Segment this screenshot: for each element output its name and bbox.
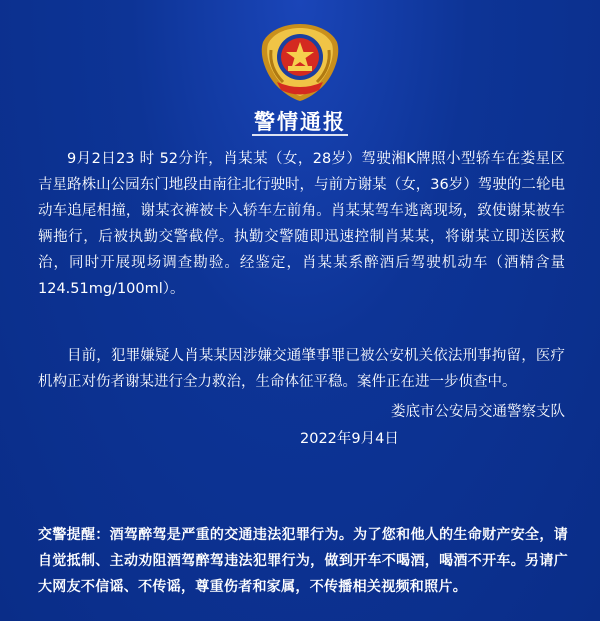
report-paragraph-incident: 9月2日23 时 52分许，肖某某（女，28岁）驾驶湘K牌照小型轿车在娄星区吉星路株山公园东门地段由南往北行驶时，与前方谢某（女，36岁）驾驶的二轮电动车追尾相撞，谢某衣裤被卡入轿车左前角。肖某某驾车逃离现场，致使谢某被车辆拖行，后被执勤交警截停。执勤交警随即迅速控制肖某某，将谢某立即送医救治，同时开展现场调查勘验。经鉴定，肖某某系醉酒后驾驶机动车（酒精含量124.51mg/100ml）。 [38, 151, 565, 297]
title-divider [252, 134, 348, 136]
report-paragraph-status: 目前，犯罪嫌疑人肖某某因涉嫌交通肇事罪已被公安机关依法刑事拘留，医疗机构正对伤者谢某进行全力救治，生命体征平稳。案件正在进一步侦查中。 [38, 348, 565, 390]
issuer-signature: 娄底市公安局交通警察支队 [391, 404, 565, 420]
issue-date: 2022年9月4日 [300, 431, 399, 447]
traffic-police-reminder [38, 522, 568, 600]
police-emblem-icon [255, 20, 345, 105]
reminder-text: 酒驾醉驾是严重的交通违法犯罪行为。为了您和他人的生命财产安全，请自觉抵制、主动劝阻酒驾醉驾违法犯罪行为，做到开车不喝酒，喝酒不开车。另请广大网友不信谣、不传谣，尊重伤者和家属，不传播相关视频和照片。 [38, 527, 568, 595]
page-title: 警情通报 [254, 110, 346, 134]
reminder-label: 交警提醒： [38, 527, 110, 543]
